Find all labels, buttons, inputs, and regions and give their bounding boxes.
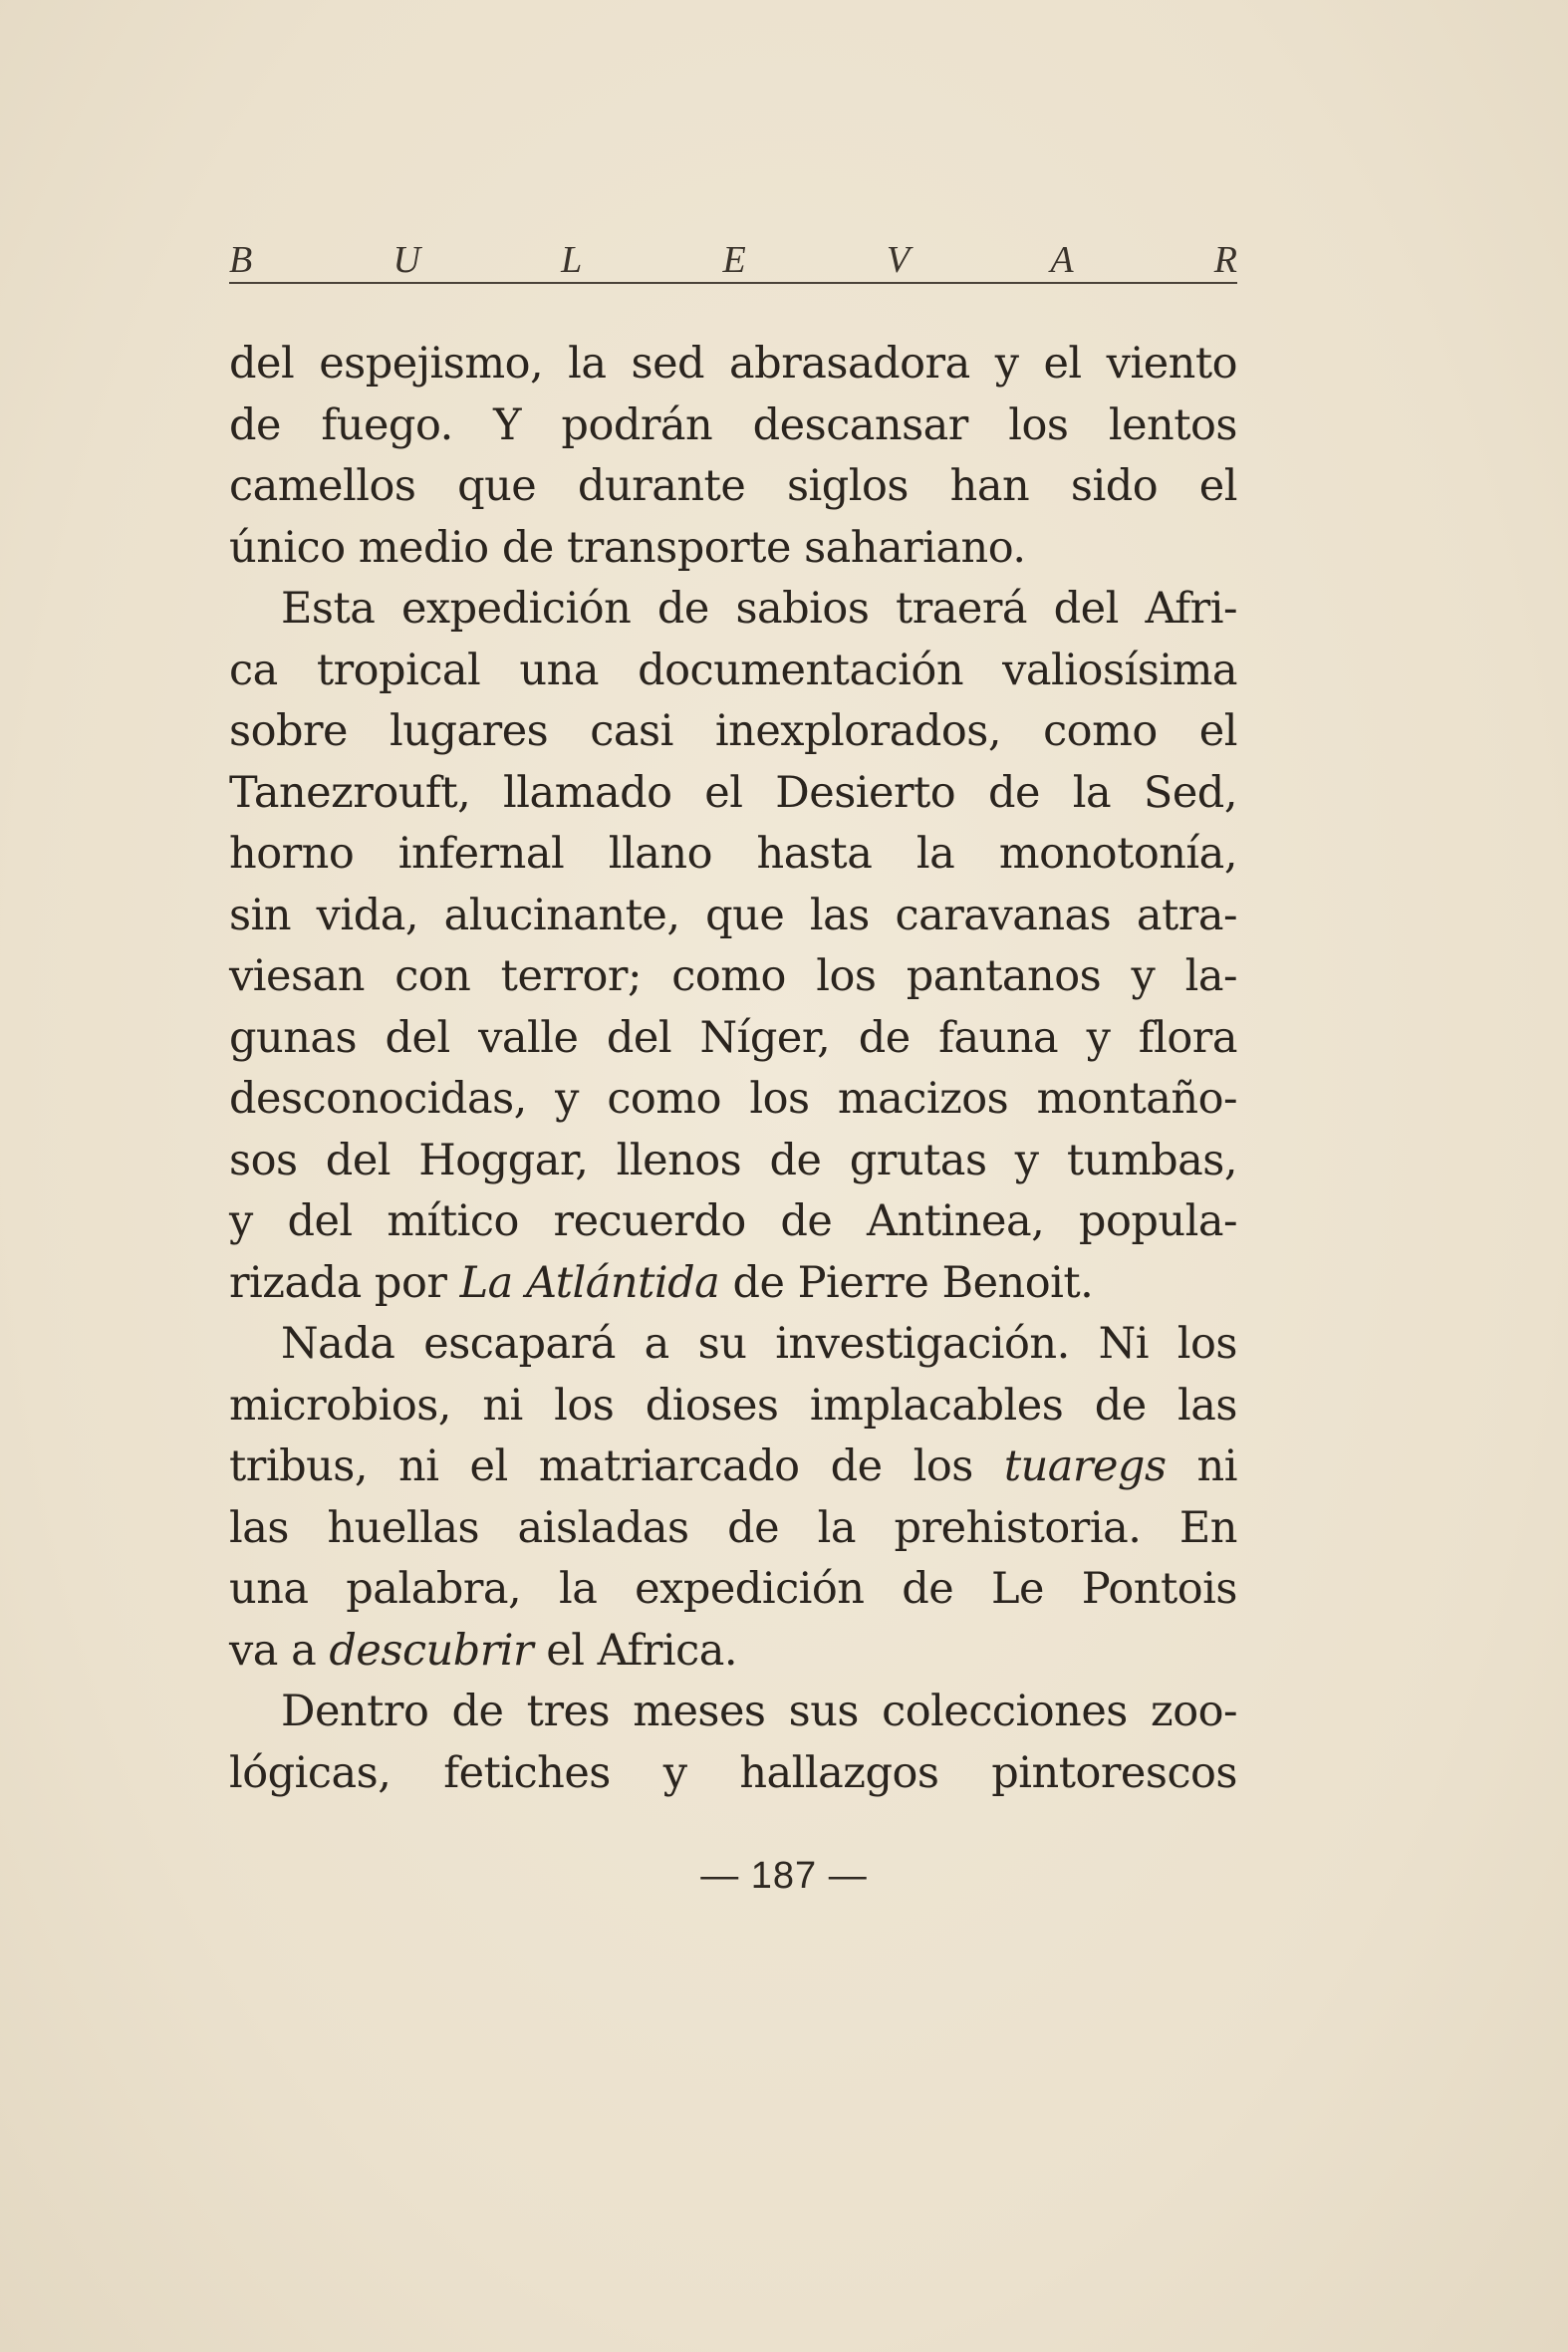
- text-line: sin vida, alucinante, que las caravanas atra-: [229, 890, 1237, 940]
- text-line: desconocidas, y como los macizos montaño-: [229, 1074, 1237, 1124]
- text-line: gunas del valle del Níger, de fauna y flora: [229, 1012, 1237, 1063]
- italic-term: tuaregs: [1003, 1441, 1167, 1491]
- running-head-letter: B: [229, 239, 253, 281]
- text-line: [229, 1621, 1237, 1683]
- body-text: [229, 334, 1237, 1804]
- text-line: una palabra, la expedición de Le Pontois: [229, 1564, 1237, 1614]
- text-line: ca tropical una documentación valiosísima: [229, 645, 1237, 695]
- text-line: camellos que durante siglos han sido el: [229, 461, 1237, 511]
- running-head-letter: A: [1050, 239, 1074, 281]
- text-line: sobre lugares casi inexplorados, como el: [229, 706, 1237, 756]
- text-line: único medio de transporte sahariano.: [229, 522, 1026, 573]
- text-run: el Africa.: [533, 1625, 738, 1676]
- italic-title: La Atlántida: [459, 1257, 720, 1308]
- text-line: las huellas aisladas de la prehistoria. En: [229, 1502, 1237, 1553]
- text-line: sos del Hoggar, llenos de grutas y tumbas,: [229, 1135, 1237, 1185]
- text-line: Esta expedición de sabios traerá del Afri-: [281, 584, 1237, 634]
- text-line: horno infernal llano hasta la monotonía,: [229, 829, 1237, 879]
- page-number: — 187 —: [700, 1855, 868, 1897]
- text-run: de Pierre Benoit.: [719, 1257, 1094, 1308]
- text-line: viesan con terror; como los pantanos y la-: [229, 951, 1237, 1001]
- running-head-letter: R: [1213, 239, 1237, 281]
- text-line: lógicas, fetiches y hallazgos pintorescos: [229, 1747, 1237, 1798]
- text-run: va a: [229, 1625, 330, 1676]
- running-head-letter: E: [722, 239, 746, 281]
- header-rule: [229, 282, 1237, 284]
- italic-term: descubrir: [329, 1625, 534, 1676]
- running-head-letter: U: [392, 239, 420, 281]
- text-line: y del mítico recuerdo de Antinea, popula-: [229, 1196, 1237, 1246]
- text-line: del espejismo, la sed abrasadora y el viento: [229, 339, 1237, 389]
- text-run: tribus, ni el matriarcado de los: [229, 1441, 1004, 1491]
- running-head-letter: L: [561, 239, 583, 281]
- text-line: de fuego. Y podrán descansar los lentos: [229, 399, 1237, 450]
- running-head-letter: V: [886, 239, 911, 281]
- text-line: [229, 1253, 1237, 1315]
- text-line: [229, 1437, 1237, 1498]
- text-line: Dentro de tres meses sus colecciones zoo-: [281, 1687, 1237, 1736]
- text-run: rizada por: [229, 1257, 460, 1308]
- text-line: microbios, ni los dioses implacables de las: [229, 1380, 1237, 1431]
- text-line: Tanezrouft, llamado el Desierto de la Sed,: [229, 767, 1237, 818]
- text-line: Nada escapará a su investigación. Ni los: [281, 1319, 1237, 1369]
- text-run: ni: [1166, 1441, 1237, 1491]
- running-head: [229, 221, 1237, 279]
